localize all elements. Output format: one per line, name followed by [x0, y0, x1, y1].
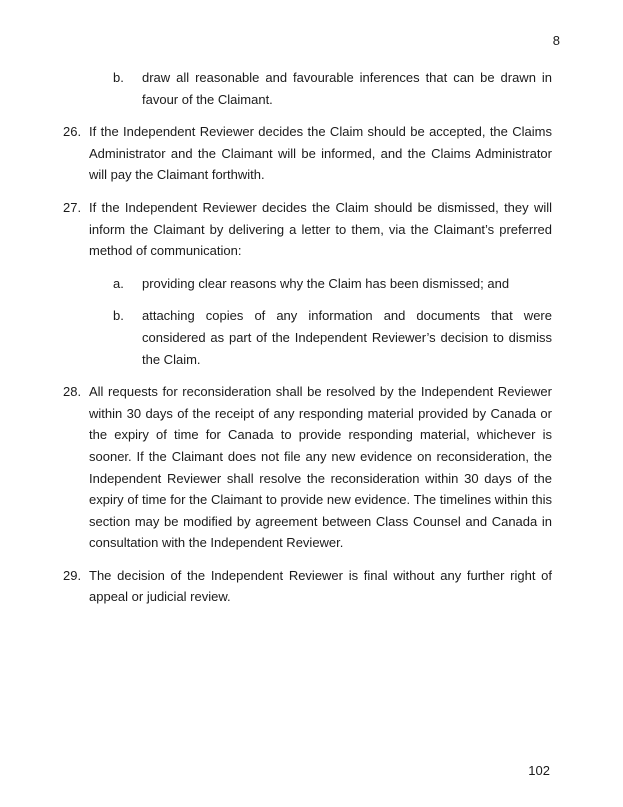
list-item-marker: b.	[113, 70, 124, 85]
list-item-marker: b.	[113, 308, 124, 324]
list-item-text: The decision of the Independent Reviewer is final without any further right of appeal or judicial review.	[89, 567, 552, 605]
list-item	[63, 121, 552, 186]
list-item-text: providing clear reasons why the Claim has been dismissed; and	[142, 275, 510, 291]
document-content	[63, 67, 552, 608]
footer-page-number: 102	[528, 763, 550, 778]
list-item-text: If the Independent Reviewer decides the Claim should be accepted, the Claims Administrator and the Claimant will be informed, and the Claims Administrator will pay the Claimant forthwith.	[89, 124, 552, 183]
list-item-text: All requests for reconsideration shall be resolved by the Independent Reviewer within 30 days of the receipt of any responding material provided by Canada or the expiry of time for Canada to provide responding material, whichever is sooner. If the Claimant does not file any new evidence on reconsideration, the Independent Reviewer shall resolve the reconsideration within 30 days of the expiry of time for the Claimant to provide new evidence. The timelines within this section may be modified by agreement between Class Counsel and Canada in consultation with the Independent Reviewer.	[89, 384, 552, 551]
list-item	[63, 565, 552, 608]
list-item	[63, 381, 552, 554]
list-item-marker: 28.	[63, 384, 82, 400]
list-item	[113, 305, 552, 370]
list-item	[113, 67, 552, 110]
header-page-number: 8	[552, 33, 560, 48]
list-item-marker: a.	[113, 275, 124, 291]
list-item-marker: 27.	[63, 199, 82, 215]
list-item	[113, 273, 552, 295]
list-item-text: If the Independent Reviewer decides the Claim should be dismissed, they will inform the Claimant by delivering a letter to them, via the Claimant’s preferred method of communication:	[89, 199, 552, 259]
list-item-marker: 29.	[63, 567, 82, 583]
list-item-marker: 26.	[63, 124, 82, 140]
list-item	[63, 197, 552, 262]
list-item-text: attaching copies of any information and documents that were considered as part of the Independent Reviewer’s decision to dismiss the Claim.	[142, 308, 552, 367]
list-item-text: draw all reasonable and favourable inferences that can be drawn in favour of the Claimant.	[142, 70, 552, 107]
